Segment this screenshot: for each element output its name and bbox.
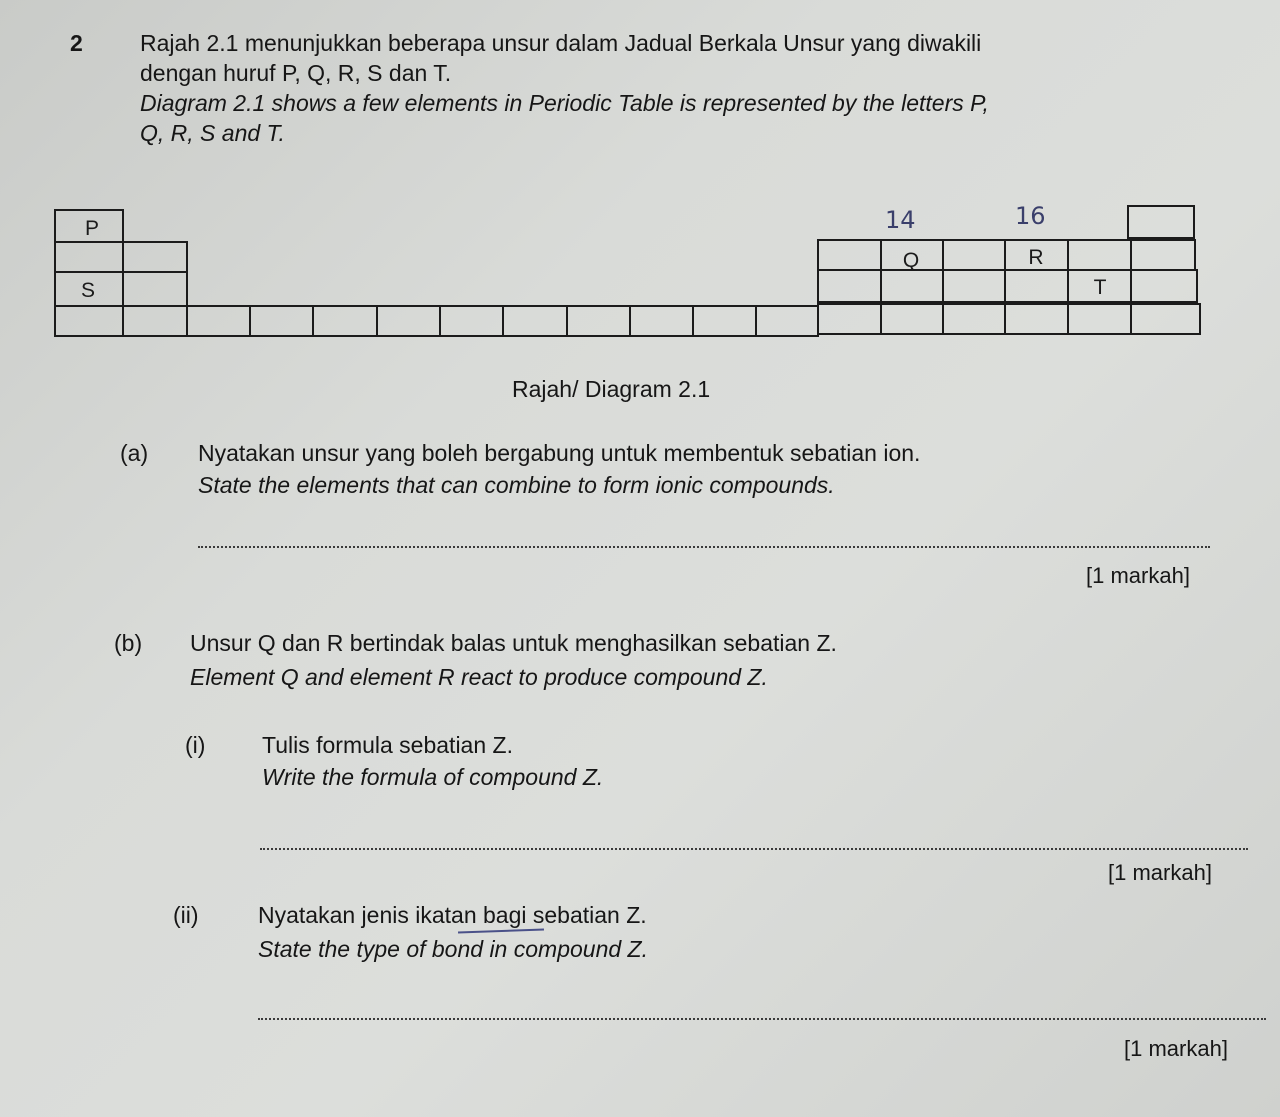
part-a-marks: [1 markah]: [1086, 563, 1190, 588]
diagram-caption: Rajah/ Diagram 2.1: [512, 376, 711, 402]
part-a-question-malay: Nyatakan unsur yang boleh bergabung untuk membentuk sebatian ion.: [198, 440, 921, 466]
part-b-i-question-malay: Tulis formula sebatian Z.: [262, 732, 513, 758]
part-a-label: (a): [120, 440, 149, 466]
part-b-i-question-english: Write the formula of compound Z.: [262, 764, 604, 790]
pen-underline-mark: [458, 928, 544, 933]
handwritten-note-14: 14: [885, 206, 916, 234]
part-b-ii-marks: [1 markah]: [1124, 1036, 1228, 1061]
intro-english-line-2: Q, R, S and T.: [140, 120, 285, 146]
part-b-i-marks: [1 markah]: [1108, 860, 1212, 885]
part-b-ii-question-english: State the type of bond in compound Z.: [258, 936, 648, 962]
part-b-i-label: (i): [185, 732, 206, 758]
element-s-label: S: [80, 279, 96, 302]
part-b-ii-answer-line[interactable]: [258, 1018, 1266, 1020]
element-r-label: R: [1028, 246, 1044, 269]
part-a-question-english: State the elements that can combine to form ionic compounds.: [198, 472, 835, 498]
handwritten-note-16: 16: [1015, 202, 1046, 230]
part-b-question-english: Element Q and element R react to produce compound Z.: [190, 664, 768, 690]
part-a-answer-line[interactable]: [198, 546, 1210, 548]
element-p-label: P: [84, 217, 100, 240]
element-q-label: Q: [902, 249, 920, 272]
part-b-i-answer-line[interactable]: [260, 848, 1248, 850]
intro-malay-line-2: dengan huruf P, Q, R, S dan T.: [140, 60, 452, 86]
part-b-question-malay: Unsur Q dan R bertindak balas untuk menghasilkan sebatian Z.: [190, 630, 837, 656]
element-t-label: T: [1093, 276, 1107, 299]
intro-malay-line-1: Rajah 2.1 menunjukkan beberapa unsur dalam Jadual Berkala Unsur yang diwakili: [140, 30, 982, 56]
part-b-label: (b): [114, 630, 143, 656]
part-b-ii-question-malay: Nyatakan jenis ikatan bagi sebatian Z.: [258, 902, 647, 928]
part-b-ii-label: (ii): [173, 902, 199, 928]
question-number: 2: [70, 30, 83, 56]
periodic-table-grid: [55, 206, 1200, 336]
intro-english-line-1: Diagram 2.1 shows a few elements in Periodic Table is represented by the letters P,: [140, 90, 989, 116]
